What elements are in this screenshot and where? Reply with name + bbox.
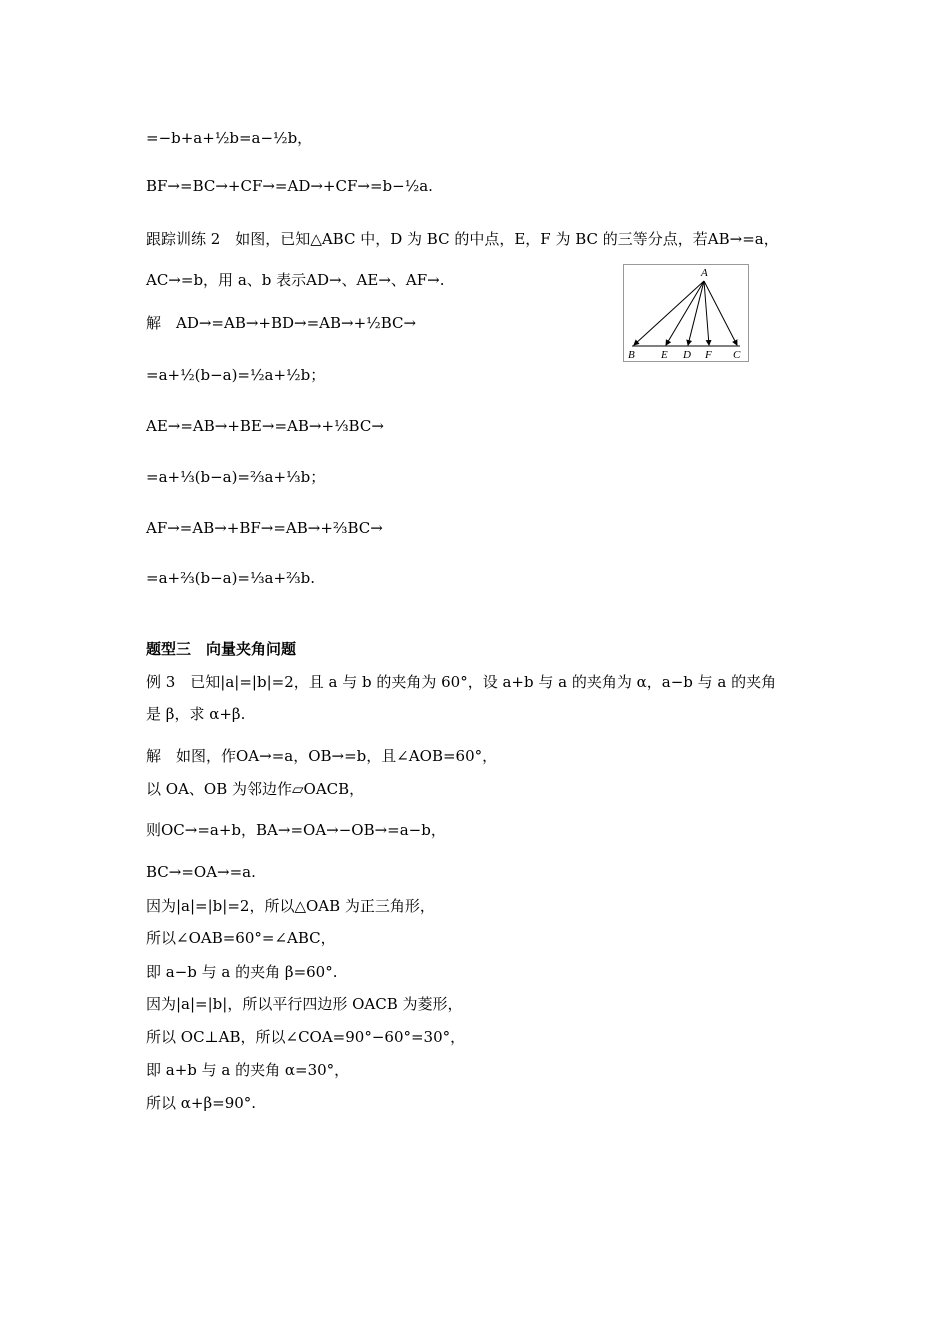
example-solution-8: 因为|a|=|b|，所以平行四边形 OACB 为菱形， [146, 995, 463, 1013]
example-solution-4: BC→=OA→=a. [146, 863, 256, 881]
solution-line-2: =a+½(b−a)=½a+½b； [146, 366, 326, 384]
triangle-figure [623, 264, 749, 362]
arrow-ad [688, 281, 704, 345]
arrow-ae [666, 281, 704, 345]
solution-line-1: 解 AD→=AB→+BD→=AB→+½BC→ [146, 314, 417, 332]
solution-line-5: AF→=AB→+BF→=AB→+⅔BC→ [146, 519, 383, 537]
example-solution-11: 所以 α+β=90°. [146, 1094, 257, 1112]
example-solution-1: 解 如图，作OA→=a，OB→=b，且∠AOB=60°， [146, 747, 498, 765]
example-solution-2: 以 OA、OB 为邻边作▱OACB， [146, 780, 365, 798]
arrow-ab [634, 281, 704, 345]
arrow-af [704, 281, 709, 345]
triangle-svg [624, 265, 748, 361]
solution-line-6: =a+⅔(b−a)=⅓a+⅔b. [146, 569, 315, 587]
example-solution-7: 即 a−b 与 a 的夹角 β=60°. [146, 963, 338, 981]
example-line-1: 例 3 已知|a|=|b|=2，且 a 与 b 的夹角为 60°，设 a+b 与 a 的夹角为 α，a−b 与 a 的夹角 [146, 673, 777, 691]
label-c: C [733, 349, 741, 361]
exercise-title-line: 跟踪训练 2 如图，已知△ABC 中，D 为 BC 的中点，E，F 为 BC 的三等分点，若AB→=a， [146, 230, 779, 248]
arrow-ac [704, 281, 737, 345]
label-e: E [661, 349, 668, 361]
exercise-line-2: AC→=b，用 a、b 表示AD→、AE→、AF→. [146, 271, 445, 289]
label-f: F [705, 349, 712, 361]
line-2: BF→=BC→+CF→=AD→+CF→=b−½a. [146, 177, 433, 195]
label-a: A [701, 267, 708, 279]
example-solution-9: 所以 OC⊥AB，所以∠COA=90°−60°=30°， [146, 1028, 466, 1046]
example-solution-3: 则OC→=a+b，BA→=OA→−OB→=a−b， [146, 821, 446, 839]
solution-line-4: =a+⅓(b−a)=⅔a+⅓b； [146, 468, 326, 486]
label-d: D [683, 349, 691, 361]
example-solution-5: 因为|a|=|b|=2，所以△OAB 为正三角形， [146, 897, 435, 915]
solution-line-3: AE→=AB→+BE→=AB→+⅓BC→ [146, 417, 384, 435]
example-solution-10: 即 a+b 与 a 的夹角 α=30°， [146, 1061, 350, 1079]
label-b: B [628, 349, 635, 361]
example-line-2: 是 β，求 α+β. [146, 705, 246, 723]
section-heading: 题型三 向量夹角问题 [146, 640, 297, 658]
line-1: =−b+a+½b=a−½b， [146, 129, 313, 147]
example-solution-6: 所以∠OAB=60°=∠ABC， [146, 929, 336, 947]
